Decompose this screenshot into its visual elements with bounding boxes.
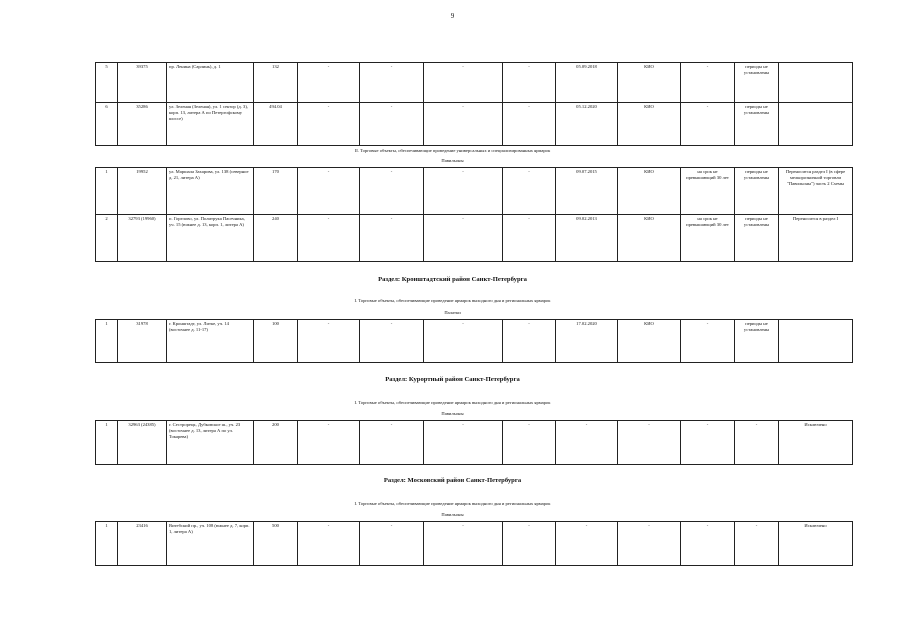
subsection-caption: II. Торговые объекты, обеспечивающие проведение универсальных и специализированных ярмарок	[354, 148, 551, 153]
table-row	[96, 522, 853, 566]
table-row	[96, 168, 853, 215]
object-type-caption: Павильоны	[441, 411, 464, 416]
subsection-caption: I. Торговые объекты, обеспечивающие проведение ярмарок выходного дня и региональных ярмарок	[354, 298, 551, 303]
cell: -	[424, 522, 503, 566]
subsection-caption: I. Торговые объекты, обеспечивающие проведение ярмарок выходного дня и региональных ярмарок	[354, 501, 551, 506]
cell: -	[503, 63, 556, 103]
row-number: 1	[96, 320, 118, 363]
cell: -	[298, 320, 360, 363]
period: периоды не установлены	[735, 103, 779, 146]
row-number: 5	[96, 63, 118, 103]
address: ул. Зеленая (Зеленая), ул. 1 сектор (д. 3), корп. 13, литера А по Петергофскому шоссе)	[167, 103, 254, 146]
row-number: 1	[96, 168, 118, 215]
subsection-caption: I. Торговые объекты, обеспечивающие проведение ярмарок выходного дня и региональных ярмарок	[354, 400, 551, 405]
period: периоды не установлены	[735, 63, 779, 103]
cell: -	[503, 103, 556, 146]
term: -	[681, 63, 735, 103]
object-id: 31978	[118, 320, 167, 363]
area: 200	[254, 421, 298, 465]
cell: -	[424, 421, 503, 465]
term: на срок не превышающий 30 лет	[681, 168, 735, 215]
note	[779, 63, 853, 103]
area: 100	[254, 320, 298, 363]
object-id: 39375	[118, 63, 167, 103]
cell: -	[360, 215, 424, 262]
table-row	[96, 320, 853, 363]
date: -	[556, 522, 618, 566]
cell: -	[360, 421, 424, 465]
period: -	[735, 421, 779, 465]
organization: КИО	[618, 168, 681, 215]
organization: КИО	[618, 320, 681, 363]
row-number: 1	[96, 522, 118, 566]
objects-table	[95, 62, 853, 146]
cell: -	[298, 522, 360, 566]
organization: -	[618, 421, 681, 465]
term: -	[681, 421, 735, 465]
cell: -	[424, 320, 503, 363]
organization: -	[618, 522, 681, 566]
cell: -	[424, 103, 503, 146]
address: г. Кронштадт, ул. Литке, уч. 14 (восточнее д. 11-17)	[167, 320, 254, 363]
note: Исключено	[779, 421, 853, 465]
cell: -	[298, 215, 360, 262]
date: -	[556, 421, 618, 465]
object-id: 23416	[118, 522, 167, 566]
cell: -	[298, 168, 360, 215]
date: 05.09.2018	[556, 63, 618, 103]
section-title: Раздел: Московский район Санкт-Петербурга	[383, 477, 522, 484]
date: 17.02.2020	[556, 320, 618, 363]
cell: -	[424, 63, 503, 103]
object-id: 19952	[118, 168, 167, 215]
object-id: 32963 (24385)	[118, 421, 167, 465]
area: 170	[254, 168, 298, 215]
term: на срок не превышающий 30 лет	[681, 215, 735, 262]
objects-table	[95, 521, 853, 566]
organization: КИО	[618, 63, 681, 103]
note: Исключено	[779, 522, 853, 566]
row-number: 2	[96, 215, 118, 262]
cell: -	[503, 522, 556, 566]
term: -	[681, 103, 735, 146]
note	[779, 103, 853, 146]
section-title: Раздел: Кронштадтский район Санкт-Петербурга	[378, 276, 527, 283]
cell: -	[503, 215, 556, 262]
area: 500	[254, 522, 298, 566]
area: 494.04	[254, 103, 298, 146]
cell: -	[424, 215, 503, 262]
address: ул. Маршала Захарова, ул. 138 (северное д. 21, литера А)	[167, 168, 254, 215]
period: периоды не установлены	[735, 215, 779, 262]
cell: -	[503, 320, 556, 363]
row-number: 6	[96, 103, 118, 146]
address: Витебский пр., уч. 108 (южнее д. 7, корп. 1, литера А)	[167, 522, 254, 566]
table-row	[96, 103, 853, 146]
object-type-caption: Павильоны	[441, 158, 464, 163]
row-number: 1	[96, 421, 118, 465]
cell: -	[298, 103, 360, 146]
cell: -	[298, 63, 360, 103]
table-row	[96, 63, 853, 103]
object-id: 32793 (19960)	[118, 215, 167, 262]
cell: -	[360, 320, 424, 363]
date: 09.02.2013	[556, 215, 618, 262]
term: -	[681, 320, 735, 363]
objects-table	[95, 420, 853, 465]
address: п. Горелово, ул. Политрука Пасечника, уч. 15 (южнее д. 13, корп. 1, литера А)	[167, 215, 254, 262]
cell: -	[360, 522, 424, 566]
period: -	[735, 522, 779, 566]
period: периоды не установлены	[735, 320, 779, 363]
note	[779, 320, 853, 363]
organization: КИО	[618, 103, 681, 146]
section-title: Раздел: Курортный район Санкт-Петербурга	[385, 376, 520, 383]
objects-table	[95, 167, 853, 262]
object-id: 35286	[118, 103, 167, 146]
note: Переносится в раздел I	[779, 215, 853, 262]
area: 132	[254, 63, 298, 103]
area: 240	[254, 215, 298, 262]
object-type-caption: Палатки	[444, 310, 461, 315]
cell: -	[503, 168, 556, 215]
cell: -	[298, 421, 360, 465]
term: -	[681, 522, 735, 566]
period: периоды не установлены	[735, 168, 779, 215]
date: 05.12.2020	[556, 103, 618, 146]
address: г. Сестрорецк, Дубковское ш., уч. 23 (восточнее д. 13, литера А по ул. Токарева)	[167, 421, 254, 465]
table-row	[96, 421, 853, 465]
object-type-caption: Павильоны	[441, 512, 464, 517]
cell: -	[360, 103, 424, 146]
note: Переносится раздел I (в сфере мелкорозничной торговли "Павильоны") часть 2 Схемы	[779, 168, 853, 215]
cell: -	[503, 421, 556, 465]
objects-table	[95, 319, 853, 363]
cell: -	[360, 168, 424, 215]
page-number: 9	[450, 12, 455, 20]
table-row	[96, 215, 853, 262]
cell: -	[360, 63, 424, 103]
organization: КИО	[618, 215, 681, 262]
address: пр. Ленина (Сарлинь), д. 1	[167, 63, 254, 103]
date: 09.07.2015	[556, 168, 618, 215]
cell: -	[424, 168, 503, 215]
